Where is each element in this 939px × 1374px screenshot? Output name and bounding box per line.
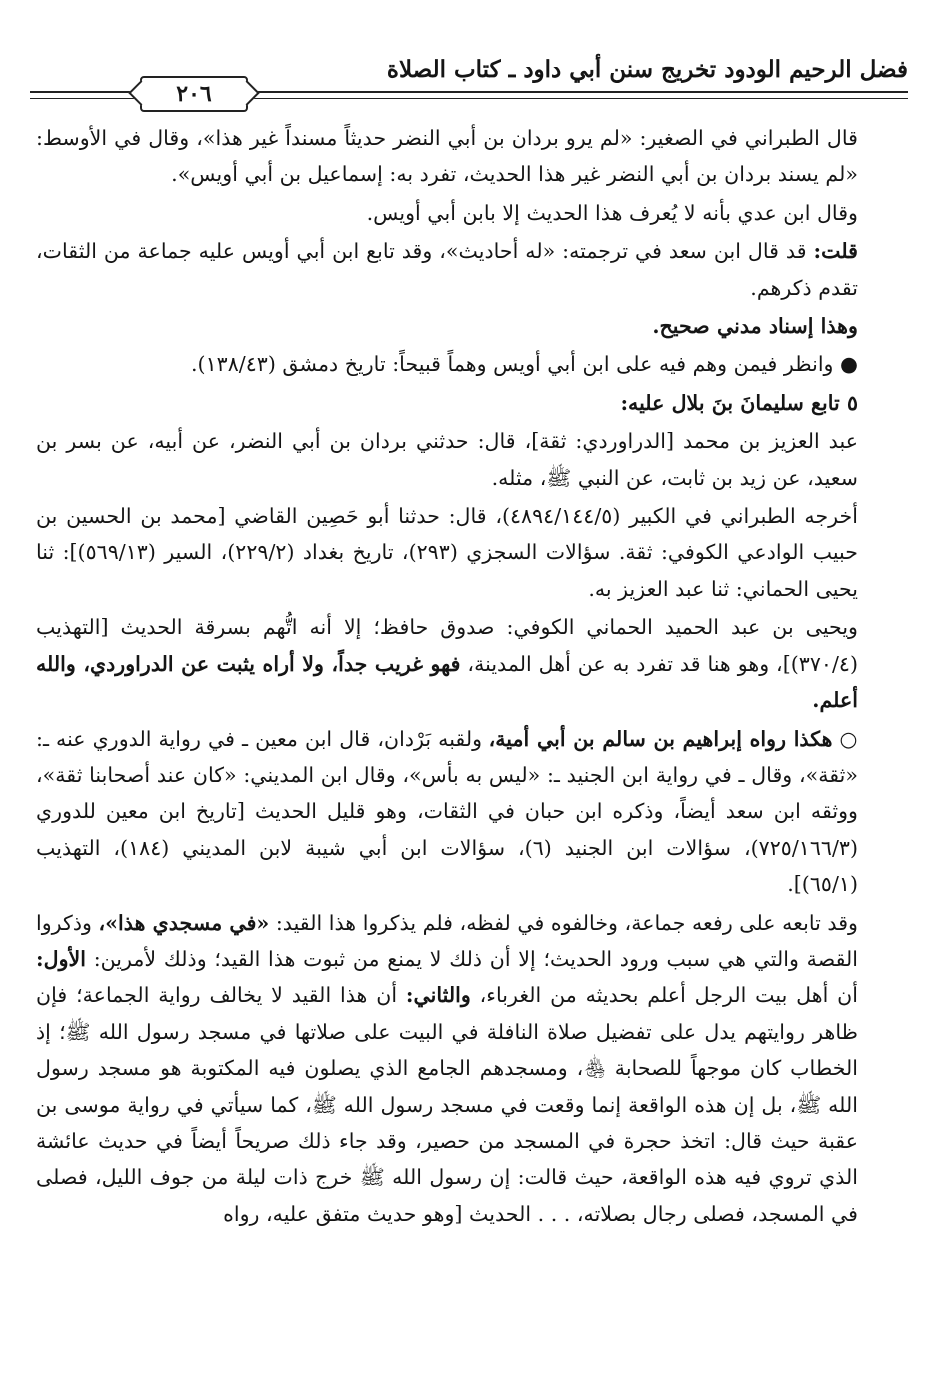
text-run: ويحيى بن عبد الحميد الحماني الكوفي: صدوق حافظ؛ إلا أنه اتُّهم بسرقة الحديث [التهذيب (٣٧٠/٤)]، وهو هنا قد تفرد به عن أهل المدينة، (36, 615, 858, 676)
text-run: وذكروا القصة والتي هي سبب ورود الحديث؛ إلا أن ذلك لا يمنع من ثبوت هذا القيد؛ وذلك لأمرين: (36, 910, 858, 971)
text-run: أخرجه الطبراني في الكبير (٤٨٩٤/١٤٤/٥)، قال: حدثنا أبو حَصِين القاضي [محمد بن الحسين بن حبيب الوادعي الكوفي: ثقة. سؤالات السجزي (٢٩٣)، تاريخ بغداد (٢٢٩/٢)، السير (٥٦٩/١٣)]: ثنا يحيى الحماني: ثنا عبد العزيز به. (36, 504, 858, 601)
paragraph (36, 308, 894, 344)
page-body (36, 120, 894, 1232)
paragraph (36, 423, 894, 496)
text-run: أن أهل بيت الرجل أعلم بحديثه من الغرباء، (470, 983, 858, 1008)
book-title: فضل الرحيم الودود تخريج سنن أبي داود ـ كتاب الصلاة (386, 56, 908, 83)
text-run: وانظر فيمن وهم فيه على ابن أبي أويس وهماً قبيحاً: تاريخ دمشق (١٣٨/٤٣). (190, 352, 834, 377)
text-run: ● (833, 352, 858, 377)
bold-text-run: وهذا إسناد مدني صحيح. (652, 314, 858, 339)
paragraph (36, 385, 894, 421)
paragraph (36, 346, 894, 382)
paragraph (36, 721, 894, 903)
paragraph (36, 233, 894, 306)
paragraph (36, 195, 894, 231)
text-run: عبد العزيز بن محمد [الدراوردي: ثقة]، قال: حدثني بردان بن أبي النضر، عن أبيه، عن بسر بن سعيد، عن زيد بن ثابت، عن النبي ﷺ، مثله. (36, 429, 858, 490)
paragraph (36, 120, 894, 193)
bold-text-run: والثاني: (405, 983, 471, 1008)
paragraph (36, 905, 894, 1233)
bold-text-run: «في مسجدي هذا»، (98, 910, 270, 935)
bold-text-run: قلت: (813, 239, 858, 264)
bold-text-run: هكذا رواه إبراهيم بن سالم بن أبي أمية، (488, 726, 833, 751)
running-header (30, 50, 908, 110)
text-run: أن هذا القيد لا يخالف رواية الجماعة؛ فإن ظاهر روايتهم يدل على تفضيل صلاة النافلة في البيت على صلاتها في مسجد رسول الله ﷺ؛ إذ الخطاب كان موجهاً للصحابة ﵃، ومسجدهم الجامع الذي يصلون فيه المكتوبة هو مسجد رسول الله ﷺ، بل إن هذه الواقعة إنما وقعت في مسجد رسول الله ﷺ، كما سيأتي في رواية موسى بن عقبة حيث قال: اتخذ حجرة في المسجد من حصير، وقد جاء ذلك صريحاً أيضاً في حديث عائشة الذي تروي فيه هذه الواقعة، حيث قالت: إن رسول الله ﷺ خرج ذات ليلة من جوف الليل، فصلى في المسجد، فصلى رجال بصلاته، . . . الحديث [وهو حديث متفق عليه، رواه (36, 983, 858, 1226)
text-run: قال الطبراني في الصغير: «لم يرو بردان بن أبي النضر حديثاً مسنداً غير هذا»، وقال في الأوسط: «لم يسند بردان بن أبي النضر غير هذا الحديث، تفرد به: إسماعيل بن أبي أويس». (36, 126, 858, 187)
bold-text-run: الأول: (36, 946, 86, 971)
bold-text-run: ٥ تابع سليمانَ بنَ بلال عليه: (620, 390, 858, 415)
text-run: وقد تابعه على رفعه جماعة، وخالفوه في لفظه، فلم يذكروا هذا القيد: (269, 910, 858, 935)
text-run: ولقبه بَرْدان، قال ابن معين ـ في رواية الدوري عنه ـ: «ثقة»، وقال ـ في رواية ابن الجنيد ـ: «ليس به بأس»، وقال ابن المديني: «كان عند أصحابنا ثقة»، ووثقه ابن سعد أيضاً، وذكره ابن حبان في الثقات، وهو قليل الحديث [تاريخ ابن معين للدوري (٧٢٥/١٦٦/٣)، سؤالات ابن الجنيد (٦)، سؤالات ابن أبي شيبة لابن المديني (١٨٤)، التهذيب (٦٥/١)]. (36, 726, 858, 897)
paragraph (36, 609, 894, 718)
text-run: وقال ابن عدي بأنه لا يُعرف هذا الحديث إلا بابن أبي أويس. (366, 200, 858, 225)
text-run: ○ (832, 726, 859, 751)
paragraph (36, 498, 894, 607)
bold-text-run: فهو غريب جداً، ولا أراه يثبت عن الدراوردي، والله أعلم. (36, 651, 858, 713)
text-run: قد قال ابن سعد في ترجمته: «له أحاديث»، وقد تابع ابن أبي أويس عليه جماعة من الثقات، تقدم ذكرهم. (36, 239, 858, 300)
page-number: ٢٠٦ (140, 76, 248, 112)
